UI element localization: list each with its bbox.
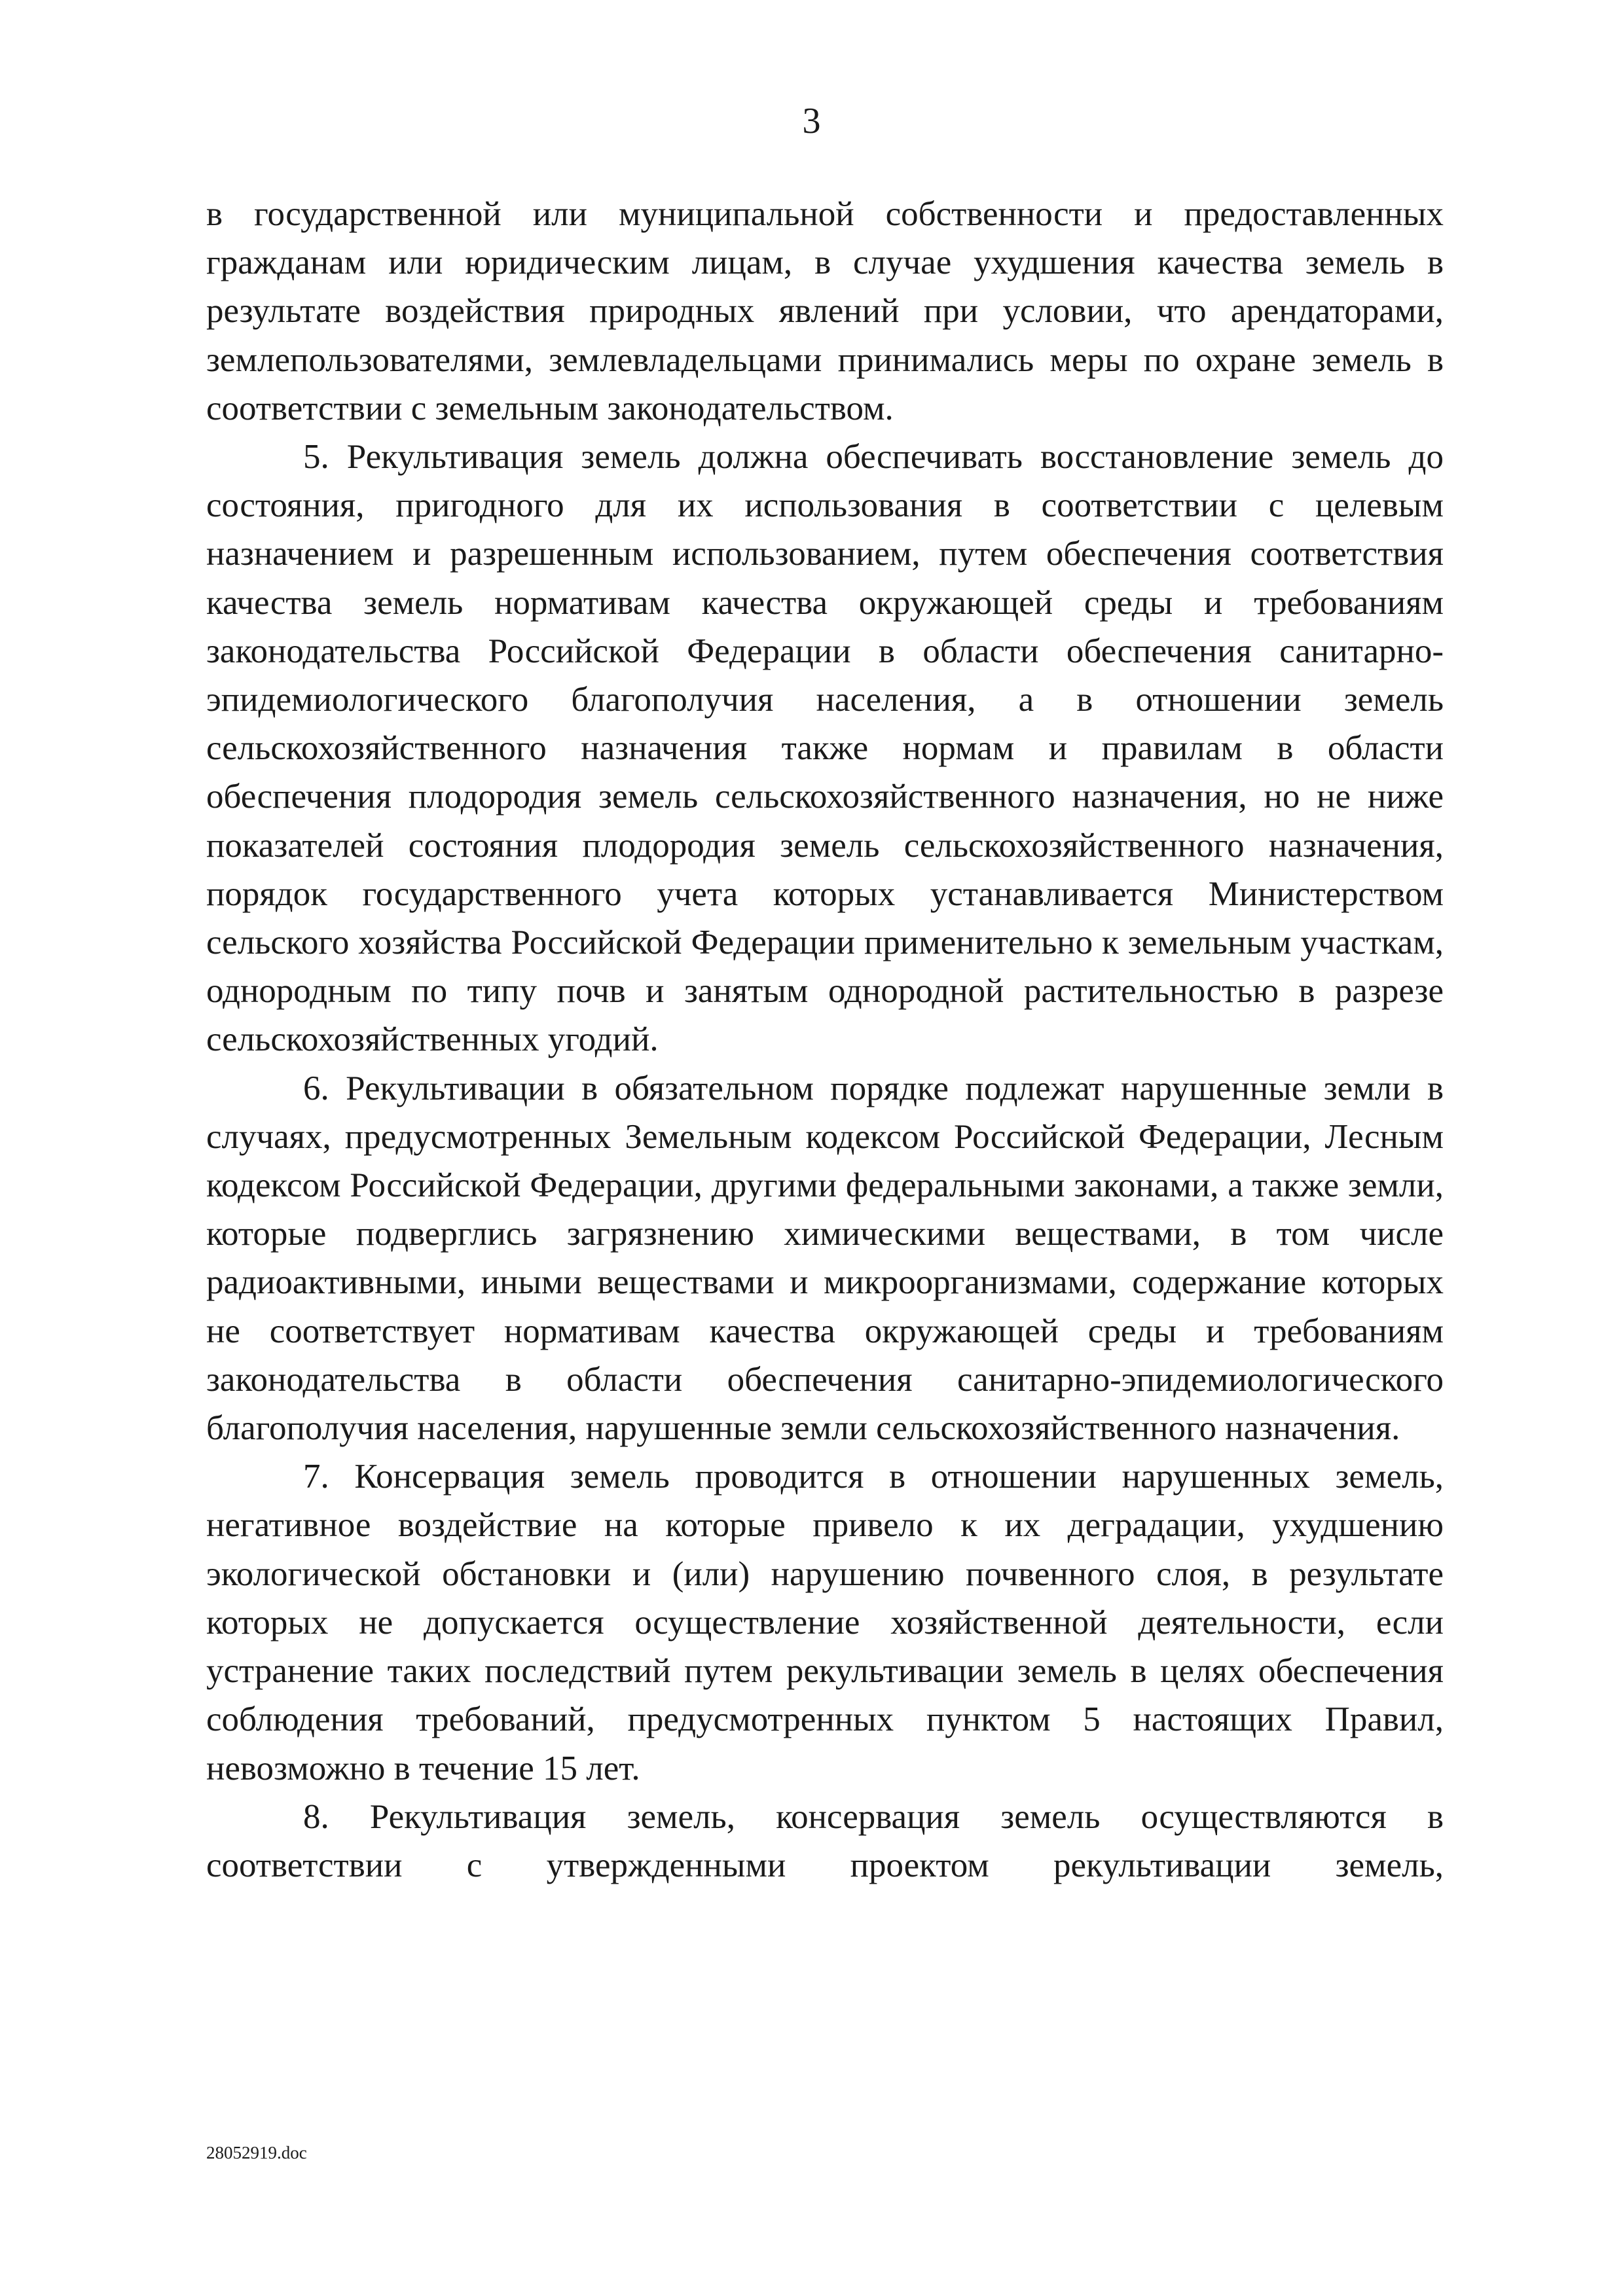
paragraph-item-7: 7. Консервация земель проводится в отношении нарушенных земель, негативное воздействие на которые привело к их деградации, ухудшению экологической обстановки и (или) нарушению почвенного слоя, в результате которых не допускается осуществление хозяйственной деятельности, если устранение таких последствий путем рекультивации земель в целях обеспечения соблюдения требований, предусмотренных пунктом 5 настоящих Правил, невозможно в течение 15 лет.	[206, 1458, 1444, 1787]
document-file-id: 28052919.doc	[206, 2143, 307, 2162]
document-body	[206, 190, 1444, 1890]
paragraph-item-5: 5. Рекультивация земель должна обеспечивать восстановление земель до состояния, пригодного для их использования в соответствии с целевым назначением и разрешенным использованием, путем обеспечения соответствия качества земель нормативам качества окружающей среды и требованиям законодательства Российской Федерации в области обеспечения санитарно-эпидемиологического благополучия населения, а в отношении земель сельскохозяйственного назначения также нормам и правилам в области обеспечения плодородия земель сельскохозяйственного назначения, но не ниже показателей состояния плодородия земель сельскохозяйственного назначения, порядок государственного учета которых устанавливается Министерством сельского хозяйства Российской Федерации применительно к земельным участкам, однородным по типу почв и занятым однородной растительностью в разрезе сельскохозяйственных угодий.	[206, 438, 1444, 1059]
paragraph-continuation: в государственной или муниципальной собственности и предоставленных гражданам или юридическим лицам, в случае ухудшения качества земель в результате воздействия природных явлений при условии, что арендаторами, землепользователями, землевладельцами принимались меры по охране земель в соответствии с земельным законодательством.	[206, 195, 1444, 427]
paragraph-item-8: 8. Рекультивация земель, консервация земель осуществляются в соответствии с утвержденными проектом рекультивации земель,	[206, 1797, 1444, 1884]
page-number: 3	[802, 101, 821, 141]
paragraph-item-6: 6. Рекультивации в обязательном порядке подлежат нарушенные земли в случаях, предусмотренных Земельным кодексом Российской Федерации, Лесным кодексом Российской Федерации, другими федеральными законами, а также земли, которые подверглись загрязнению химическими веществами, в том числе радиоактивными, иными веществами и микроорганизмами, содержание которых не соответствует нормативам качества окружающей среды и требованиям законодательства в области обеспечения санитарно-эпидемиологического благополучия населения, нарушенные земли сельскохозяйственного назначения.	[206, 1069, 1444, 1448]
